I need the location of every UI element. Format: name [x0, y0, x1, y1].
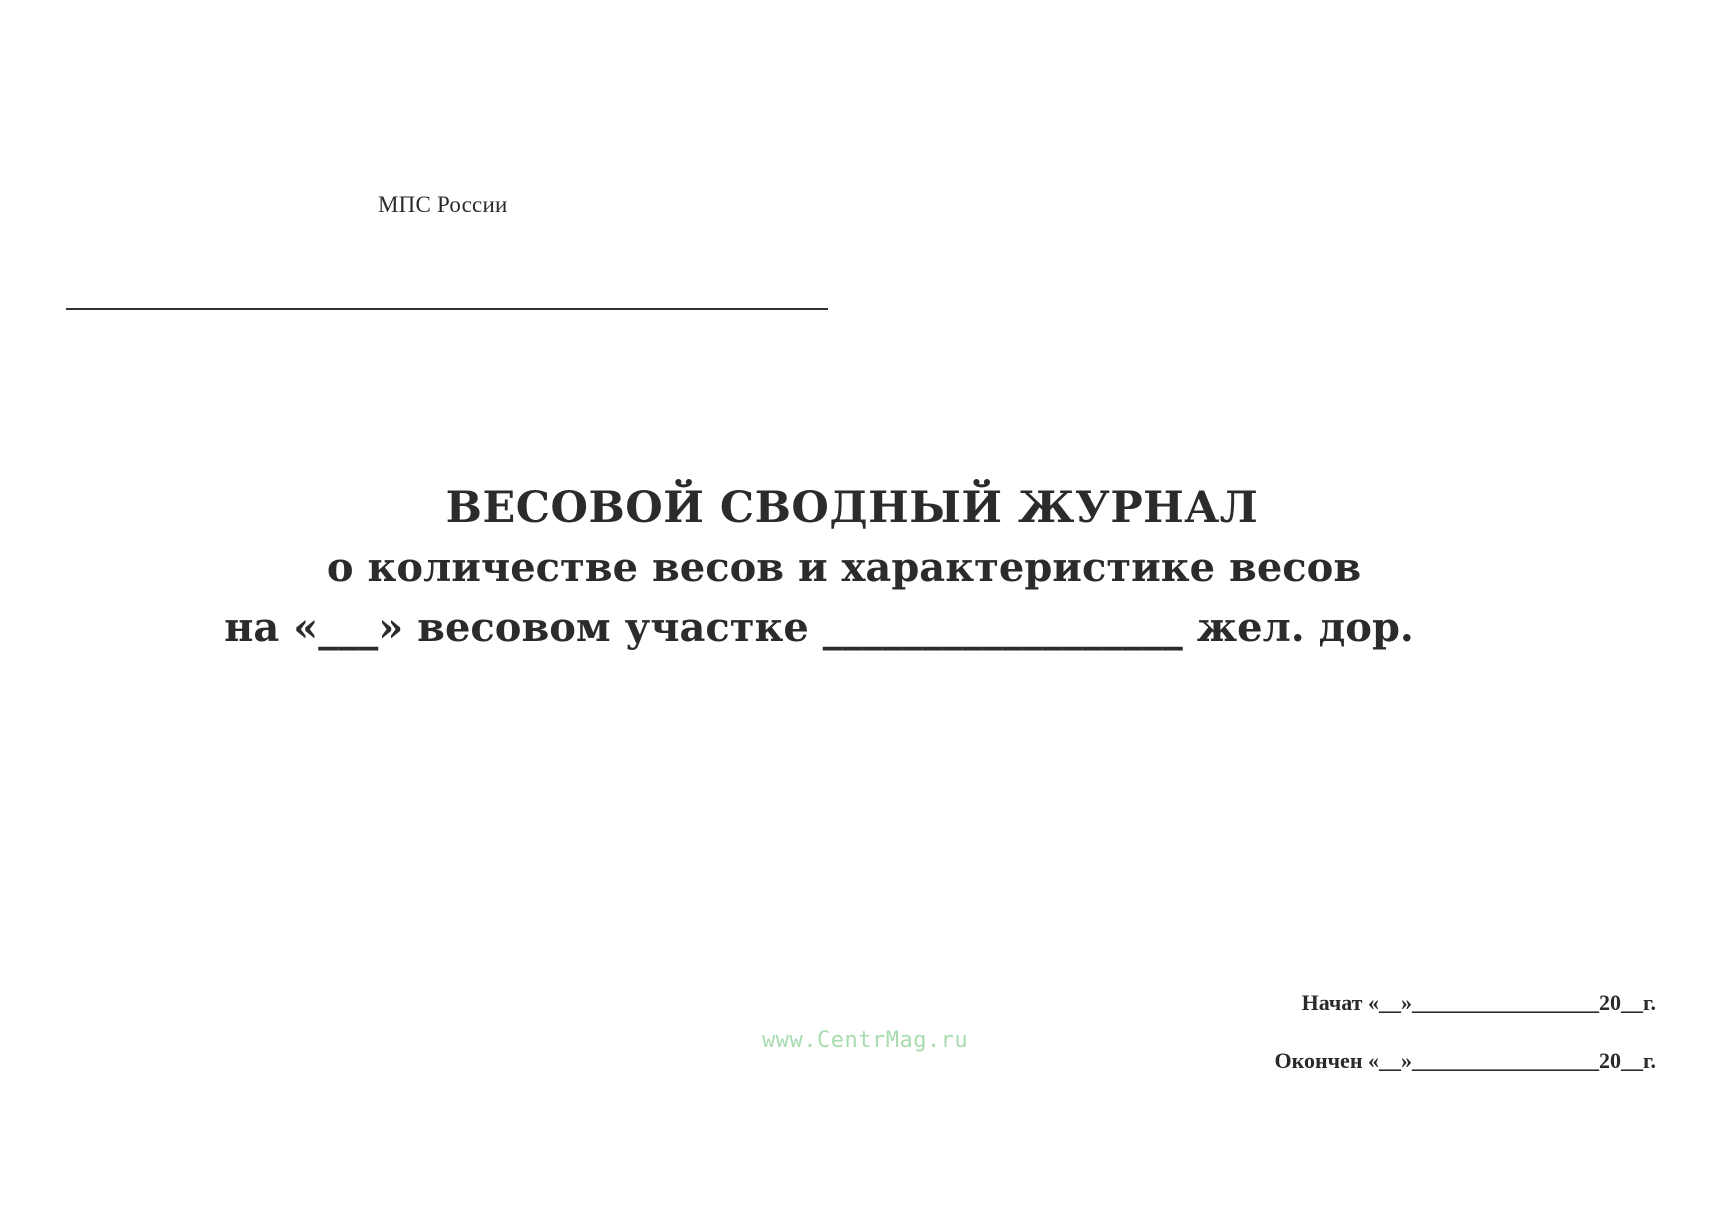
organization-underline	[66, 308, 828, 310]
document-title: ВЕСОВОЙ СВОДНЫЙ ЖУРНАЛ	[445, 483, 1259, 533]
watermark-text: www.CentrMag.ru	[762, 1028, 969, 1053]
document-subtitle: о количестве весов и характеристике весов	[326, 544, 1362, 591]
period-started: Начат «__»_________________20__г.	[1301, 990, 1656, 1015]
document-title-block	[0, 478, 1718, 658]
document-subtitle-line: на «___» весовом участке __________________ жел. дор.	[224, 604, 1414, 651]
period-ended: Окончен «__»_________________20__г.	[1274, 1048, 1656, 1073]
organization-label: МПС России	[378, 192, 508, 217]
